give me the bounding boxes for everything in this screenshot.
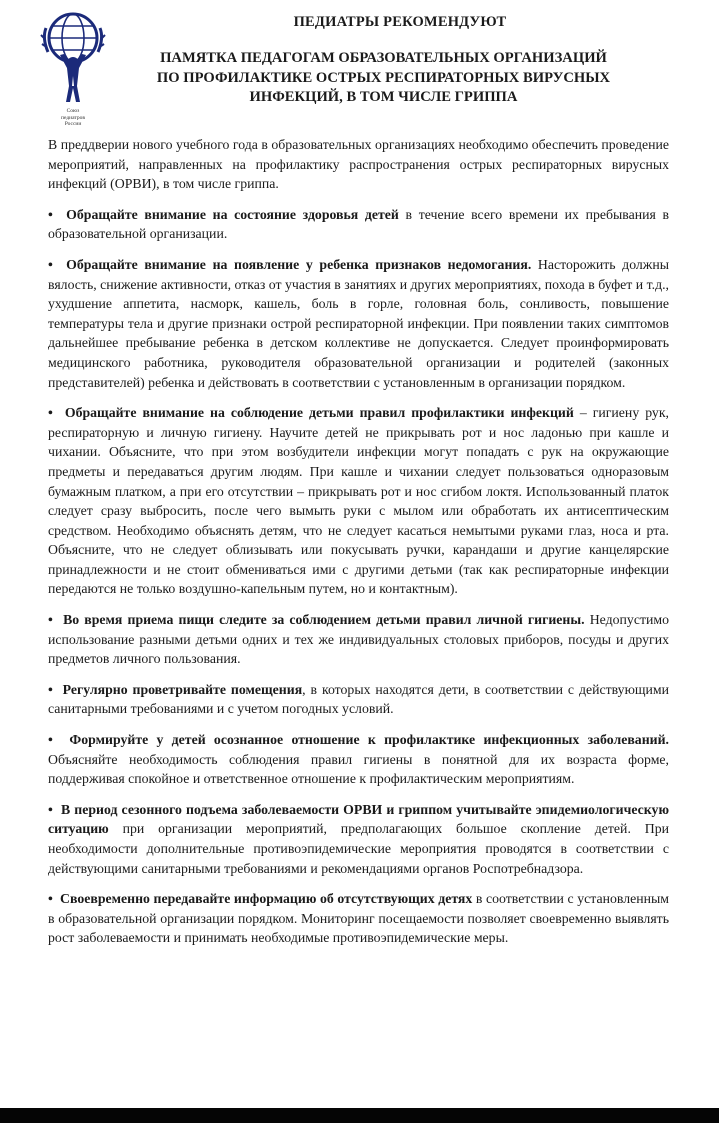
item-text: Объясняйте необходимость соблюдения правил гигиены в понятной для их возраста форме, поддерживая спокойное и ответственное отношение к профилактическим мероприятиям. bbox=[48, 751, 669, 787]
item-heading: В период сезонного подъема заболеваемости ОРВИ и гриппом учитывайте эпидемиологическую ситуацию bbox=[48, 801, 669, 837]
item-heading: Во время приема пищи следите за соблюдением детьми правил личной гигиены. bbox=[63, 612, 585, 628]
bullet-icon: • bbox=[48, 891, 53, 907]
item-heading: Обращайте внимание на соблюдение детьми правил профилактики инфекций bbox=[64, 405, 574, 421]
item-heading: Регулярно проветривайте помещения bbox=[62, 681, 303, 697]
recommendation-item bbox=[48, 205, 669, 244]
bullet-icon: • bbox=[48, 801, 53, 817]
bullet-icon: • bbox=[48, 612, 53, 628]
recommendation-item bbox=[48, 730, 669, 789]
item-heading: Своевременно передавайте информацию об отсутствующих детях bbox=[60, 891, 473, 907]
recommendation-item bbox=[48, 889, 669, 948]
logo-caption: Союз педиатров России bbox=[61, 108, 85, 127]
bullet-icon: • bbox=[48, 732, 53, 748]
bullet-icon: • bbox=[48, 681, 53, 697]
item-text: – гигиену рук, респираторную и личную гигиену. Научите детей не прикрывать рот и нос ладонью при кашле и чихании. Объясните, что при этом возбудители инфекции могут попадать с рук на окружающие предметы и передаваться другим людям. При кашле и чихании следует пользоваться одноразовым бумажным платком, а при его отсутствии – прикрывать рот и нос сгибом локтя. Использованный платок следует сразу выбросить, после чего вымыть руки с мылом или обработать их антисептическим средством. Необходимо объяснять детям, что не следует касаться немытыми руками глаз, носа и рта. Объясните, что не следует облизывать или покусывать ручки, карандаши и другие канцелярские принадлежности и не стоит обмениваться ими с другими детьми (так как респираторные инфекции передаются не только воздушно-капельным путем, но и контактным). bbox=[48, 405, 669, 597]
document-title: ПАМЯТКА ПЕДАГОГАМ ОБРАЗОВАТЕЛЬНЫХ ОРГАНИЗАЦИЙ ПО ПРОФИЛАКТИКЕ ОСТРЫХ РЕСПИРАТОРНЫХ ВИРУСНЫХ ИНФЕКЦИЙ, В ТОМ ЧИСЛЕ ГРИППА bbox=[156, 50, 611, 105]
bottom-black-bar bbox=[0, 1108, 719, 1123]
bullet-icon: • bbox=[48, 405, 53, 421]
bullet-icon: • bbox=[48, 206, 53, 222]
item-heading: Обращайте внимание на появление у ребенка признаков недомогания. bbox=[66, 256, 532, 272]
item-text: , в которых находятся дети, в соответствии с действующими санитарными требованиями и с учетом погодных условий. bbox=[48, 681, 670, 717]
recommendation-item bbox=[48, 255, 669, 392]
recommendation-item bbox=[48, 680, 669, 719]
bullet-icon: • bbox=[48, 256, 53, 272]
item-text: Насторожить должны вялость, снижение активности, отказ от участия в занятиях и других мероприятиях, похода в буфет и т.д., ухудшение аппетита, насморк, кашель, боль в горле, головная боль, сонливость, повышение температуры тела и другие признаки острой респираторной инфекции. При появлении таких симптомов дальнейшее пребывание ребенка в детском коллективе не допускается. Следует проинформировать медицинского работника, руководителя образовательной организации и родителей (законных представителей) ребенка и действовать в соответствии с установленным в организации порядком. bbox=[48, 256, 669, 390]
item-text: в соответствии с установленным в образовательной организации порядком. Мониторинг посещаемости позволяет своевременно выявлять рост заболеваемости и принимать необходимые противоэпидемические меры. bbox=[48, 891, 669, 946]
document-body bbox=[48, 135, 669, 959]
recommendation-item bbox=[48, 403, 669, 599]
item-text: в течение всего времени их пребывания в образовательной организации. bbox=[48, 206, 669, 242]
item-text: Недопустимо использование разными детьми одних и тех же индивидуальных столовых приборов, посуды и других предметов личного пользования. bbox=[48, 612, 669, 667]
header-recommend: ПЕДИАТРЫ РЕКОМЕНДУЮТ bbox=[293, 14, 507, 30]
item-text: при организации мероприятий, предполагающих большое скопление детей. При необходимости дополнительные противоэпидемические мероприятия проводятся в соответствии с действующими санитарными требованиями и рекомендациями органов Роспотребнадзора. bbox=[48, 821, 669, 876]
intro-paragraph: В преддверии нового учебного года в образовательных организациях необходимо обеспечить проведение мероприятий, направленных на профилактику распространения острых респираторных вирусных инфекций (ОРВИ), в том числе гриппа. bbox=[48, 137, 669, 192]
globe-figure-icon bbox=[40, 8, 106, 108]
recommendation-item bbox=[48, 800, 669, 878]
union-of-pediatricians-logo bbox=[40, 8, 106, 130]
item-heading: Формируйте у детей осознанное отношение к профилактике инфекционных заболеваний. bbox=[69, 732, 669, 748]
recommendation-item bbox=[48, 610, 669, 669]
item-heading: Обращайте внимание на состояние здоровья детей bbox=[66, 206, 399, 222]
